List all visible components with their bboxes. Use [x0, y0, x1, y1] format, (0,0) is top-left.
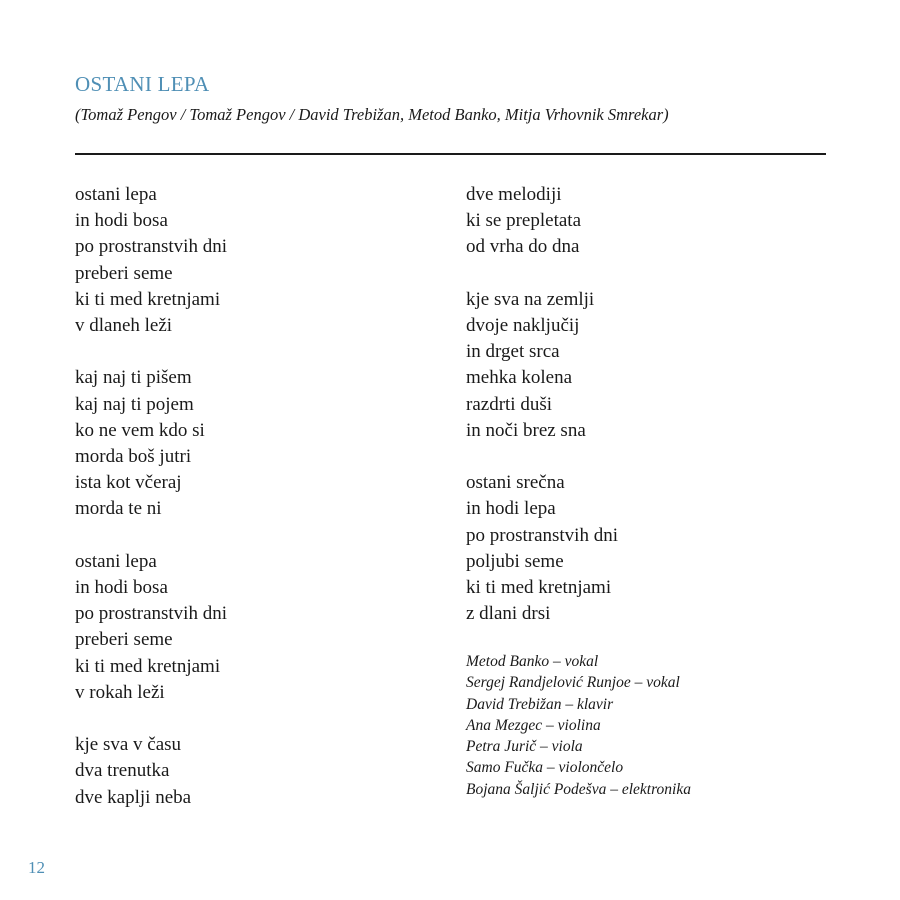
lyric-line: razdrti duši [466, 393, 553, 415]
performer-credit: Ana Mezgec – violina [466, 716, 601, 734]
lyrics-stanza [466, 182, 618, 261]
lyrics-column-right [466, 182, 618, 627]
lyric-line: morda te ni [75, 498, 162, 520]
lyric-line: ostani lepa [75, 550, 157, 572]
lyric-line: in drget srca [466, 341, 560, 363]
performer-credit: Samo Fučka – violončelo [466, 759, 624, 777]
lyric-line: ki ti med kretnjami [75, 655, 221, 677]
lyrics-stanza [466, 287, 618, 444]
song-credits: (Tomaž Pengov / Tomaž Pengov / David Trebižan, Metod Banko, Mitja Vrhovnik Smrekar) [75, 105, 669, 124]
lyric-line: ki se prepletata [466, 210, 582, 232]
lyric-line: in hodi bosa [75, 577, 168, 599]
lyric-line: dvoje naključij [466, 315, 580, 336]
lyric-line: dve melodiji [466, 184, 562, 205]
lyric-line: preberi seme [75, 262, 173, 284]
lyric-line: kaj naj ti pojem [75, 393, 194, 415]
lyric-line: kje sva v času [75, 734, 182, 756]
lyrics-stanza [466, 470, 618, 627]
lyric-line: dva trenutka [75, 760, 170, 782]
lyric-line: ki ti med kretnjami [466, 577, 612, 599]
lyric-line: po prostranstvih dni [75, 603, 227, 625]
lyric-line: z dlani drsi [466, 603, 551, 625]
lyric-line: in hodi lepa [466, 498, 556, 520]
lyric-line: in hodi bosa [75, 210, 168, 232]
performer-credit: Sergej Randjelović Runjoe – vokal [466, 674, 680, 692]
song-title: OSTANI LEPA [75, 72, 210, 96]
lyric-line: ko ne vem kdo si [75, 419, 205, 441]
lyric-line: v rokah leži [75, 681, 165, 703]
performer-credit: Bojana Šaljić Podešva – elektronika [466, 780, 691, 798]
lyric-line: preberi seme [75, 629, 173, 651]
lyric-line: dve kaplji neba [75, 786, 192, 808]
divider-line [75, 153, 826, 155]
lyric-line: kaj naj ti pišem [75, 367, 192, 389]
lyrics-column-left [75, 182, 227, 811]
lyric-line: mehka kolena [466, 367, 573, 389]
lyric-line: po prostranstvih dni [466, 524, 618, 546]
lyric-line: ostani lepa [75, 184, 157, 205]
page-number: 12 [28, 858, 45, 877]
lyric-line: in noči brez sna [466, 419, 586, 441]
performer-credit: Metod Banko – vokal [466, 653, 599, 670]
lyrics-stanza [75, 182, 227, 339]
lyrics-stanza [75, 549, 227, 706]
lyric-line: ki ti med kretnjami [75, 288, 221, 310]
lyric-line: ista kot včeraj [75, 472, 182, 494]
performer-credit: David Trebižan – klavir [466, 695, 614, 713]
lyric-line: kje sva na zemlji [466, 288, 595, 310]
lyric-line: po prostranstvih dni [75, 236, 227, 258]
performers-list [466, 651, 691, 800]
lyric-line: morda boš jutri [75, 446, 192, 468]
lyric-line: ostani srečna [466, 472, 565, 494]
lyrics-stanza [75, 365, 227, 522]
lyric-line: od vrha do dna [466, 236, 580, 258]
lyric-line: poljubi seme [466, 550, 564, 572]
performer-credit: Petra Jurič – viola [466, 738, 583, 756]
lyrics-stanza [75, 732, 227, 811]
lyric-line: v dlaneh leži [75, 315, 173, 337]
